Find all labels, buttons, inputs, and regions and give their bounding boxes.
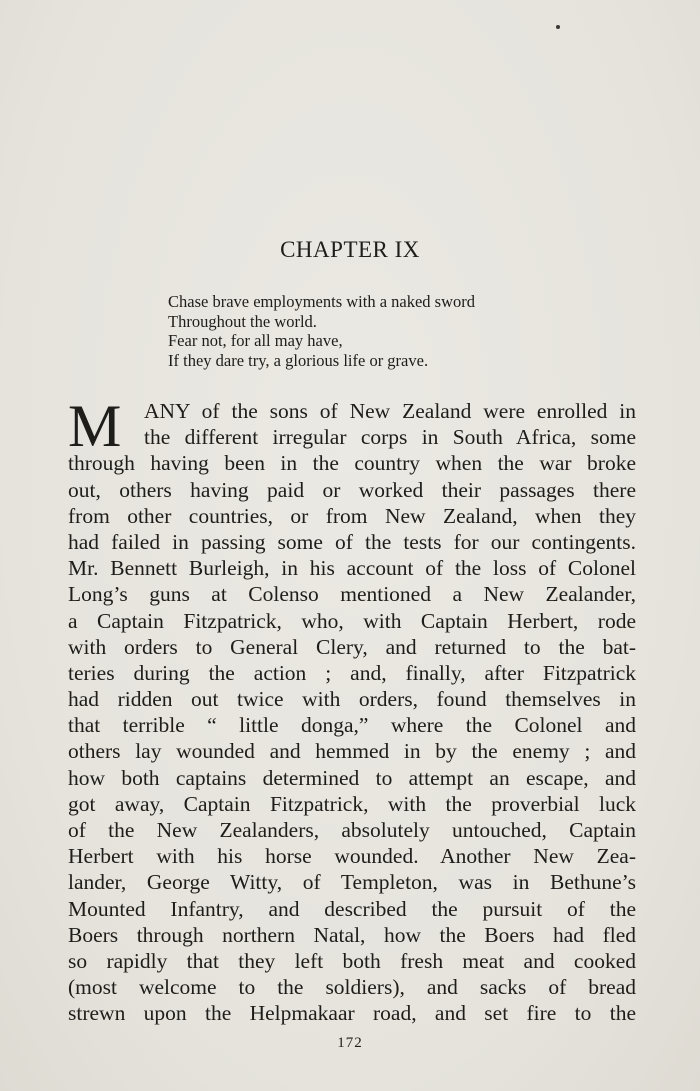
text-line: got away, Captain Fitzpatrick, with the proverbial luck: [68, 791, 636, 816]
text-line: with orders to General Clery, and returned to the bat-: [68, 634, 636, 659]
text-line: from other countries, or from New Zealand, when they: [68, 503, 636, 528]
text-line: Long’s guns at Colenso mentioned a New Zealander,: [68, 582, 636, 607]
epigraph-line: If they dare try, a glorious life or grave.: [168, 350, 429, 370]
text-line: teries during the action ; and, finally, after Fitzpatrick: [68, 660, 636, 685]
text-line: Mounted Infantry, and described the pursuit of the: [68, 896, 636, 921]
text-line: (most welcome to the soldiers), and sacks of bread: [68, 975, 636, 1000]
text-line: Herbert with his horse wounded. Another New Zea-: [68, 844, 636, 869]
text-line: out, others having paid or worked their passages there: [68, 477, 636, 502]
text-line: had failed in passing some of the tests for our contingents.: [68, 529, 636, 554]
text-line: so rapidly that they left both fresh meat and cooked: [68, 948, 636, 973]
drop-cap: M: [68, 393, 122, 459]
text-line: the different irregular corps in South Africa, some: [144, 425, 636, 450]
epigraph-line: Fear not, for all may have,: [168, 331, 343, 351]
epigraph: [168, 292, 475, 370]
ink-speck: [556, 25, 560, 29]
epigraph-line: Throughout the world.: [168, 311, 317, 331]
text-line: a Captain Fitzpatrick, who, with Captain Herbert, rode: [68, 608, 636, 633]
text-line: others lay wounded and hemmed in by the enemy ; and: [68, 739, 636, 764]
text-line: ANY of the sons of New Zealand were enrolled in: [144, 399, 636, 423]
text-line: how both captains determined to attempt an escape, and: [68, 765, 636, 790]
text-line: that terrible “ little donga,” where the Colonel and: [68, 713, 636, 738]
text-line: of the New Zealanders, absolutely untouched, Captain: [68, 818, 636, 842]
text-line: strewn upon the Helpmakaar road, and set fire to the: [68, 1001, 636, 1026]
body-paragraph: [68, 393, 636, 1027]
text-line: had ridden out twice with orders, found themselves in: [68, 687, 636, 712]
text-line: Mr. Bennett Burleigh, in his account of the loss of Colonel: [68, 556, 636, 581]
page-number: 172: [337, 1035, 363, 1051]
text-line: through having been in the country when the war broke: [68, 451, 636, 476]
text-line: lander, George Witty, of Templeton, was in Bethune’s: [68, 870, 636, 895]
chapter-title: CHAPTER IX: [280, 237, 420, 262]
epigraph-line: Chase brave employments with a naked sword: [168, 292, 476, 311]
text-line: Boers through northern Natal, how the Boers had fled: [68, 922, 636, 947]
